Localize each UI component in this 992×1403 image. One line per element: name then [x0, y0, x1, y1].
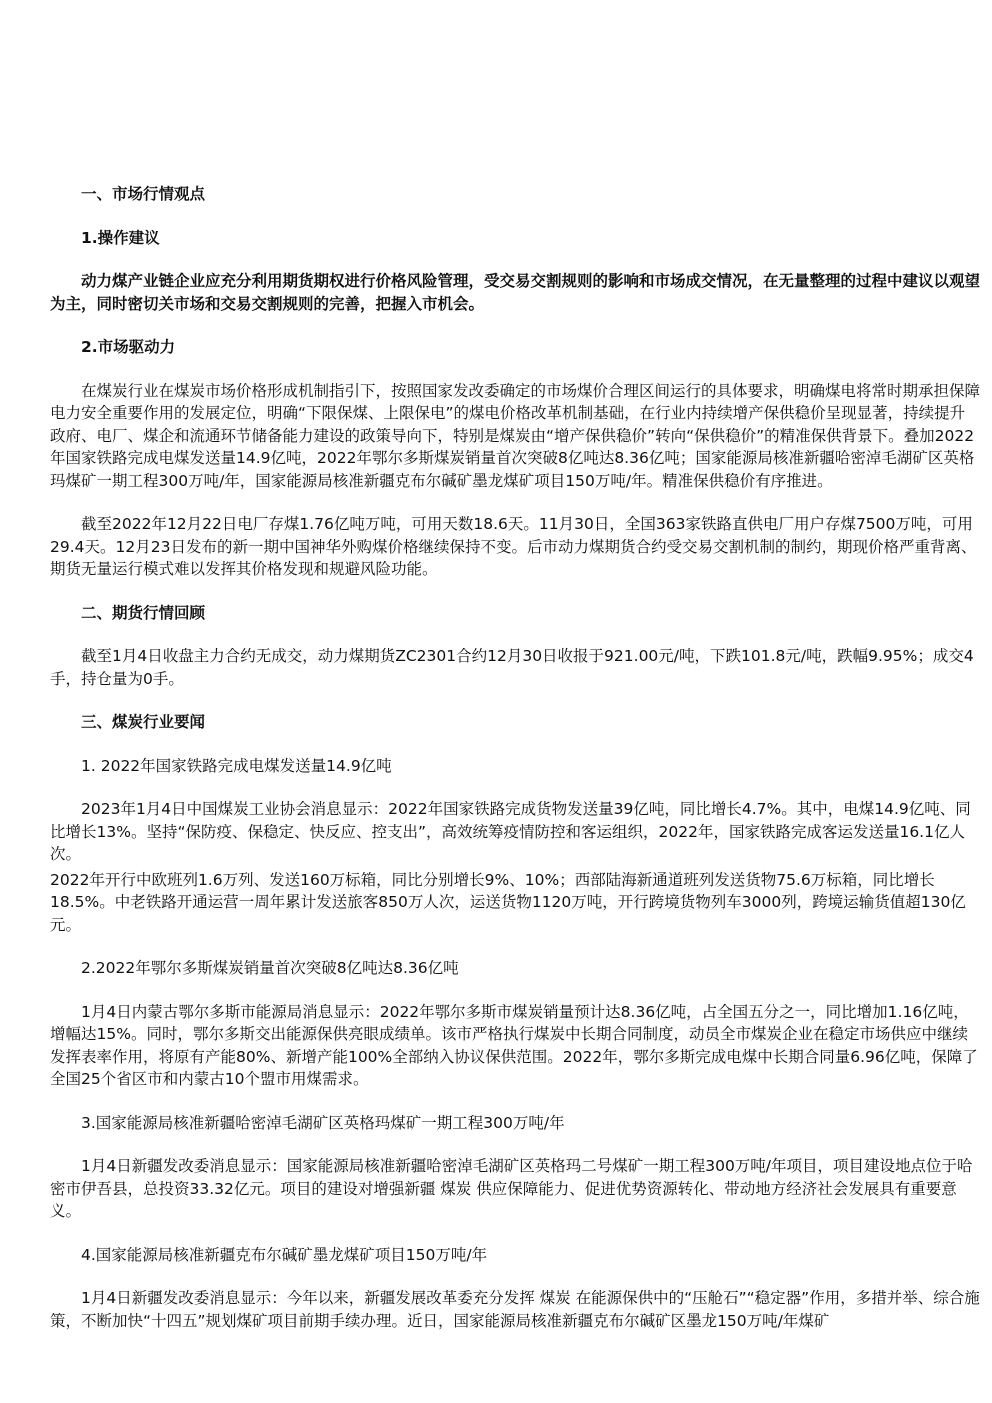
news-body-2: 1月4日内蒙古鄂尔多斯市能源局消息显示：2022年鄂尔多斯市煤炭销量预计达8.36亿吨，占全国五分之一，同比增加1.16亿吨，增幅达15%。同时，鄂尔多斯交出能源保供亮眼成绩单。该市严格执行煤炭中长期合同制度，动员全市煤炭企业在稳定市场供应中继续发挥表率作用，将原有产能80%、新增产能100%全部纳入协议保供范围。2022年，鄂尔多斯完成电煤中长期合同量6.96亿吨，保障了全国25个省区市和内蒙古10个盟市用煤需求。: [50, 1002, 978, 1088]
news-body-3: 1月4日新疆发改委消息显示：国家能源局核准新疆哈密淖毛湖矿区英格玛二号煤矿一期工程300万吨/年项目，项目建设地点位于哈密市伊吾县，总投资33.32亿元。项目的建设对增强新疆 煤炭 供应保障能力、促进优势资源转化、带动地方经济社会发展具有重要意义。: [50, 1157, 973, 1220]
news-body-1b: 2022年开行中欧班列1.6万列、发送160万标箱，同比分别增长9%、10%；西部陆海新通道班列发送货物75.6万标箱，同比增长18.5%。中老铁路开通运营一周年累计发送旅客850万人次，运送货物1120万吨，开行跨境货物列车3000列，跨境运输货值超130亿元。: [50, 870, 966, 934]
news-title-3: 3.国家能源局核准新疆哈密淖毛湖矿区英格玛煤矿一期工程300万吨/年: [81, 1113, 565, 1132]
news-title-2: 2.2022年鄂尔多斯煤炭销量首次突破8亿吨达8.36亿吨: [81, 959, 459, 977]
news-title-4: 4.国家能源局核准新疆克布尔碱矿墨龙煤矿项目150万吨/年: [81, 1245, 488, 1264]
news-body-1a: 2023年1月4日中国煤炭工业协会消息显示：2022年国家铁路完成货物发送量39亿吨，同比增长4.7%。其中，电煤14.9亿吨、同比增长13%。坚持“保防疫、保稳定、快反应、控支出”，高效统筹疫情防控和客运组织，2022年，国家铁路完成客运发送量16.1亿人次。: [50, 800, 971, 863]
news-title-1: 1. 2022年国家铁路完成电煤发送量14.9亿吨: [81, 756, 392, 775]
news-body-4: 1月4日新疆发改委消息显示：今年以来，新疆发展改革委充分发挥 煤炭 在能源保供中的“压舱石”“稳定器”作用，多措并举、综合施策，不断加快“十四五”规划煤矿项目前期手续办理。近日，国家能源局核准新疆克布尔碱矿区墨龙150万吨/年煤矿: [50, 1289, 980, 1330]
document-body: [50, 183, 980, 1332]
subheading-operation-advice: 1.操作建议: [81, 228, 160, 247]
section-heading-industry-news: 三、煤炭行业要闻: [81, 713, 206, 731]
paragraph-futures-review: 截至1月4日收盘主力合约无成交，动力煤期货ZC2301合约12月30日收报于921.00元/吨，下跌101.8元/吨，跌幅9.95%；成交4手，持仓量为0手。: [50, 647, 974, 688]
section-heading-market-view: 一、市场行情观点: [81, 185, 206, 203]
section-heading-futures-review: 二、期货行情回顾: [81, 603, 206, 622]
paragraph-inventory: 截至2022年12月22日电厂存煤1.76亿吨万吨，可用天数18.6天。11月30日，全国363家铁路直供电厂用户存煤7500万吨，可用29.4天。12月23日发布的新一期中国神华外购煤价格继续保持不变。后市动力煤期货合约受交易交割机制的制约，期现价格严重背离、期货无量运行模式难以发挥其价格发现和规避风险功能。: [50, 515, 977, 578]
paragraph-operation-advice: 动力煤产业链企业应充分利用期货期权进行价格风险管理，受交易交割规则的影响和市场成交情况，在无量整理的过程中建议以观望为主，同时密切关市场和交易交割规则的完善，把握入市机会。: [50, 272, 981, 313]
subheading-market-drivers: 2.市场驱动力: [81, 338, 176, 356]
paragraph-market-drivers: 在煤炭行业在煤炭市场价格形成机制指引下，按照国家发改委确定的市场煤价合理区间运行的具体要求，明确煤电将常时期承担保障电力安全重要作用的发展定位，明确“下限保煤、上限保电”的煤电价格改革机制基础，在行业内持续增产保供稳价呈现显著，持续提升政府、电厂、煤企和流通环节储备能力建设的政策导向下，特别是煤炭由“增产保供稳价”转向“保供稳价”的精准保供背景下。叠加2022年国家铁路完成电煤发送量14.9亿吨，2022年鄂尔多斯煤炭销量首次突破8亿吨达8.36亿吨；国家能源局核准新疆哈密淖毛湖矿区英格玛煤矿一期工程300万吨/年，国家能源局核准新疆克布尔碱矿墨龙煤矿项目150万吨/年。精准保供稳价有序推进。: [50, 381, 981, 490]
